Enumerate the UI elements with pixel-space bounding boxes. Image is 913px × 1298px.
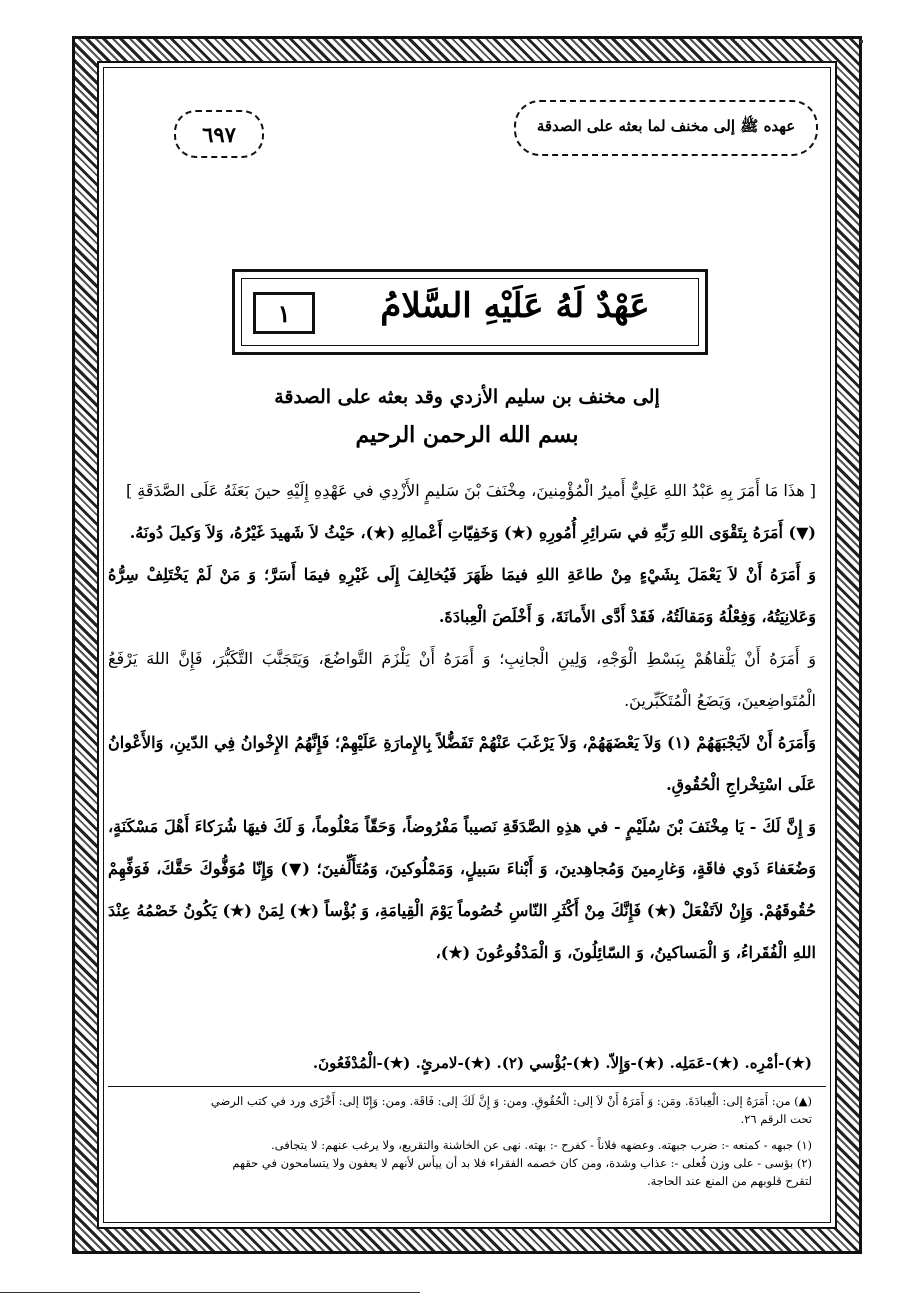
scan-edge-line bbox=[0, 1292, 420, 1293]
footnote: لتقرح قلوبهم من المنع عند الحاجة. bbox=[646, 1174, 812, 1188]
section-title-box bbox=[232, 269, 708, 355]
paragraph: وَأَمَرَهُ أَنْ لاَيَجْبَهَهُمْ (١) وَلاَ يَعْضَهَهُمْ، وَلاَ يَرْغَبَ عَنْهُمْ تَفَضُّلاً بِالإِمارَةِ عَلَيْهِمْ؛ فَإِنَّهُمُ الإِخْوانُ فِي الدّينِ، وَالأَعْوانُ عَلَى اسْتِخْراجِ الْحُقُوقِ. bbox=[108, 733, 816, 794]
footnote: (١) جبهه - كمنعه -: ضرب جبهته. وعضهه فلاناً - كفرح -: بهته. نهى عن الخاشنة والتقريع، ولا يرغب عنهم: لا يتجافى. bbox=[270, 1138, 812, 1152]
section-subtitle: إلى مخنف بن سليم الأزدي وقد بعثه على الصدقة bbox=[274, 386, 660, 408]
section-number: ١ bbox=[253, 292, 315, 334]
scan-mark bbox=[860, 40, 863, 43]
source-marks bbox=[108, 1092, 812, 1128]
source-line: تحت الرقم ٢٦. bbox=[740, 1112, 812, 1126]
main-text bbox=[108, 470, 816, 974]
paragraph: (▼) أَمَرَهُ بِتَقْوَى اللهِ رَبِّهِ في سَرائِرِ أُمُورِهِ (★) وَخَفِيّاتِ أَعْمالِهِ (★)، حَيْثُ لاَ شَهيدَ غَيْرُهُ، وَلاَ وَكيلَ دُونَهُ. bbox=[129, 523, 816, 542]
paragraph: [ هذَا مَا أَمَرَ بِهِ عَبْدُ اللهِ عَلِيٌّ أَميرُ الْمُؤْمِنينَ، مِخْنَفَ بْنَ سَليمٍ الأَزْدِي في عَهْدِهِ إِلَيْهِ حينَ بَعَثَهُ عَلَى الصَّدَقَةِ ] bbox=[125, 481, 816, 500]
running-header: عهده ﷺ إلى مخنف لما بعثه على الصدقة bbox=[514, 100, 818, 156]
divider bbox=[108, 1086, 826, 1087]
page-number: ٦٩٧ bbox=[174, 110, 264, 158]
footnotes bbox=[108, 1136, 812, 1190]
paragraph: وَ أَمَرَهُ أَنْ لاَ يَعْمَلَ بِشَيْءٍ مِنْ طاعَةِ اللهِ فيمَا ظَهَرَ فَيُخالِفَ إِلَى غَيْرِهِ فيمَا أَسَرَّ؛ وَ مَنْ لَمْ يَخْتَلِفْ سِرُّهُ وَعَلانِيَتُهُ، وَفِعْلُهُ وَمَقالَتُهُ، فَقَدْ أَدَّى الأَمانَةَ، وَ أَخْلَصَ الْعِبادَةَ. bbox=[108, 565, 816, 626]
paragraph: وَ أَمَرَهُ أَنْ يَلْقاهُمْ بِبَسْطِ الْوَجْهِ، وَلِينِ الْجانِبِ؛ وَ أَمَرَهُ أَنْ يَلْزَمَ التَّواضُعَ، وَيَتَجَنَّبَ التَّكَبُّرَ، فَإِنَّ اللهَ يَرْفَعُ الْمُتَواضِعينَ، وَيَضَعُ الْمُتَكَبِّرينَ. bbox=[108, 649, 817, 710]
paragraph: وَ إِنَّ لَكَ - يَا مِخْنَفَ بْنَ سُلَيْمٍ - في هذِهِ الصَّدَقَةِ نَصيباً مَفْرُوضاً، وَحَقّاً مَعْلُوماً، وَ لَكَ فيهَا شُرَكاءَ أَهْلَ مَسْكَنَةٍ، وَضُعَفاءَ ذَوي فاقَةٍ، وَغارِمينَ وَمُجاهِدينَ، وَ أَبْناءَ سَبيلٍ، وَمَمْلُوكينَ، وَمُتَأَلِّفينَ؛ (▼) وَإِنّا مُوَفُّوكَ حَقَّكَ، فَوَفِّهِمْ حُقُوقَهُمْ. وَإِنْ لاَتَفْعَلْ (★) فَإِنَّكَ مِنْ أَكْثَرِ النّاسِ خُصُوماً يَوْمَ الْقِيامَةِ، وَ بُؤْساً (★) لِمَنْ (★) يَكُونُ خَصْمُهُ عِنْدَ اللهِ الْفُقَراءُ، وَ الْمَساكينُ، وَ السّائِلُونَ، وَ الْمَدْفُوعُونَ (★)، bbox=[108, 817, 816, 962]
section-title: عَهْدٌ لَهُ عَلَيْهِ السَّلامُ bbox=[380, 286, 650, 326]
source-line: (▲) من: أَمَرَهُ إلى: الْعِبادَةَ. ومَن: وَ أَمَرَهُ أَنْ لاَ إلى: الْحُقُوقِ. ومن: وَ إِنَّ لَكَ إلى: فَاقَة. ومن: وَإِنّا إلى: أَخْزَى ورد في كتب الرضي bbox=[210, 1094, 812, 1108]
footnote: (٢) بؤسى - على وزن فُعلى -: عذاب وشدة، ومن كان خصمه الفقراء فلا بد أن ييأس لأنهم لا يعفون ولا يتسامحون في حقهم bbox=[232, 1156, 812, 1170]
basmala: بسم الله الرحمن الرحيم bbox=[355, 422, 579, 448]
variant-readings: (★)-أمْرِه. (★)-عَمَلِه. (★)-وَإِلاّ. (★)-بُؤْسي (٢). (★)-لامرئٍ. (★)-الْمُدْفَعُونَ. bbox=[312, 1054, 812, 1072]
page-content bbox=[108, 72, 826, 1218]
